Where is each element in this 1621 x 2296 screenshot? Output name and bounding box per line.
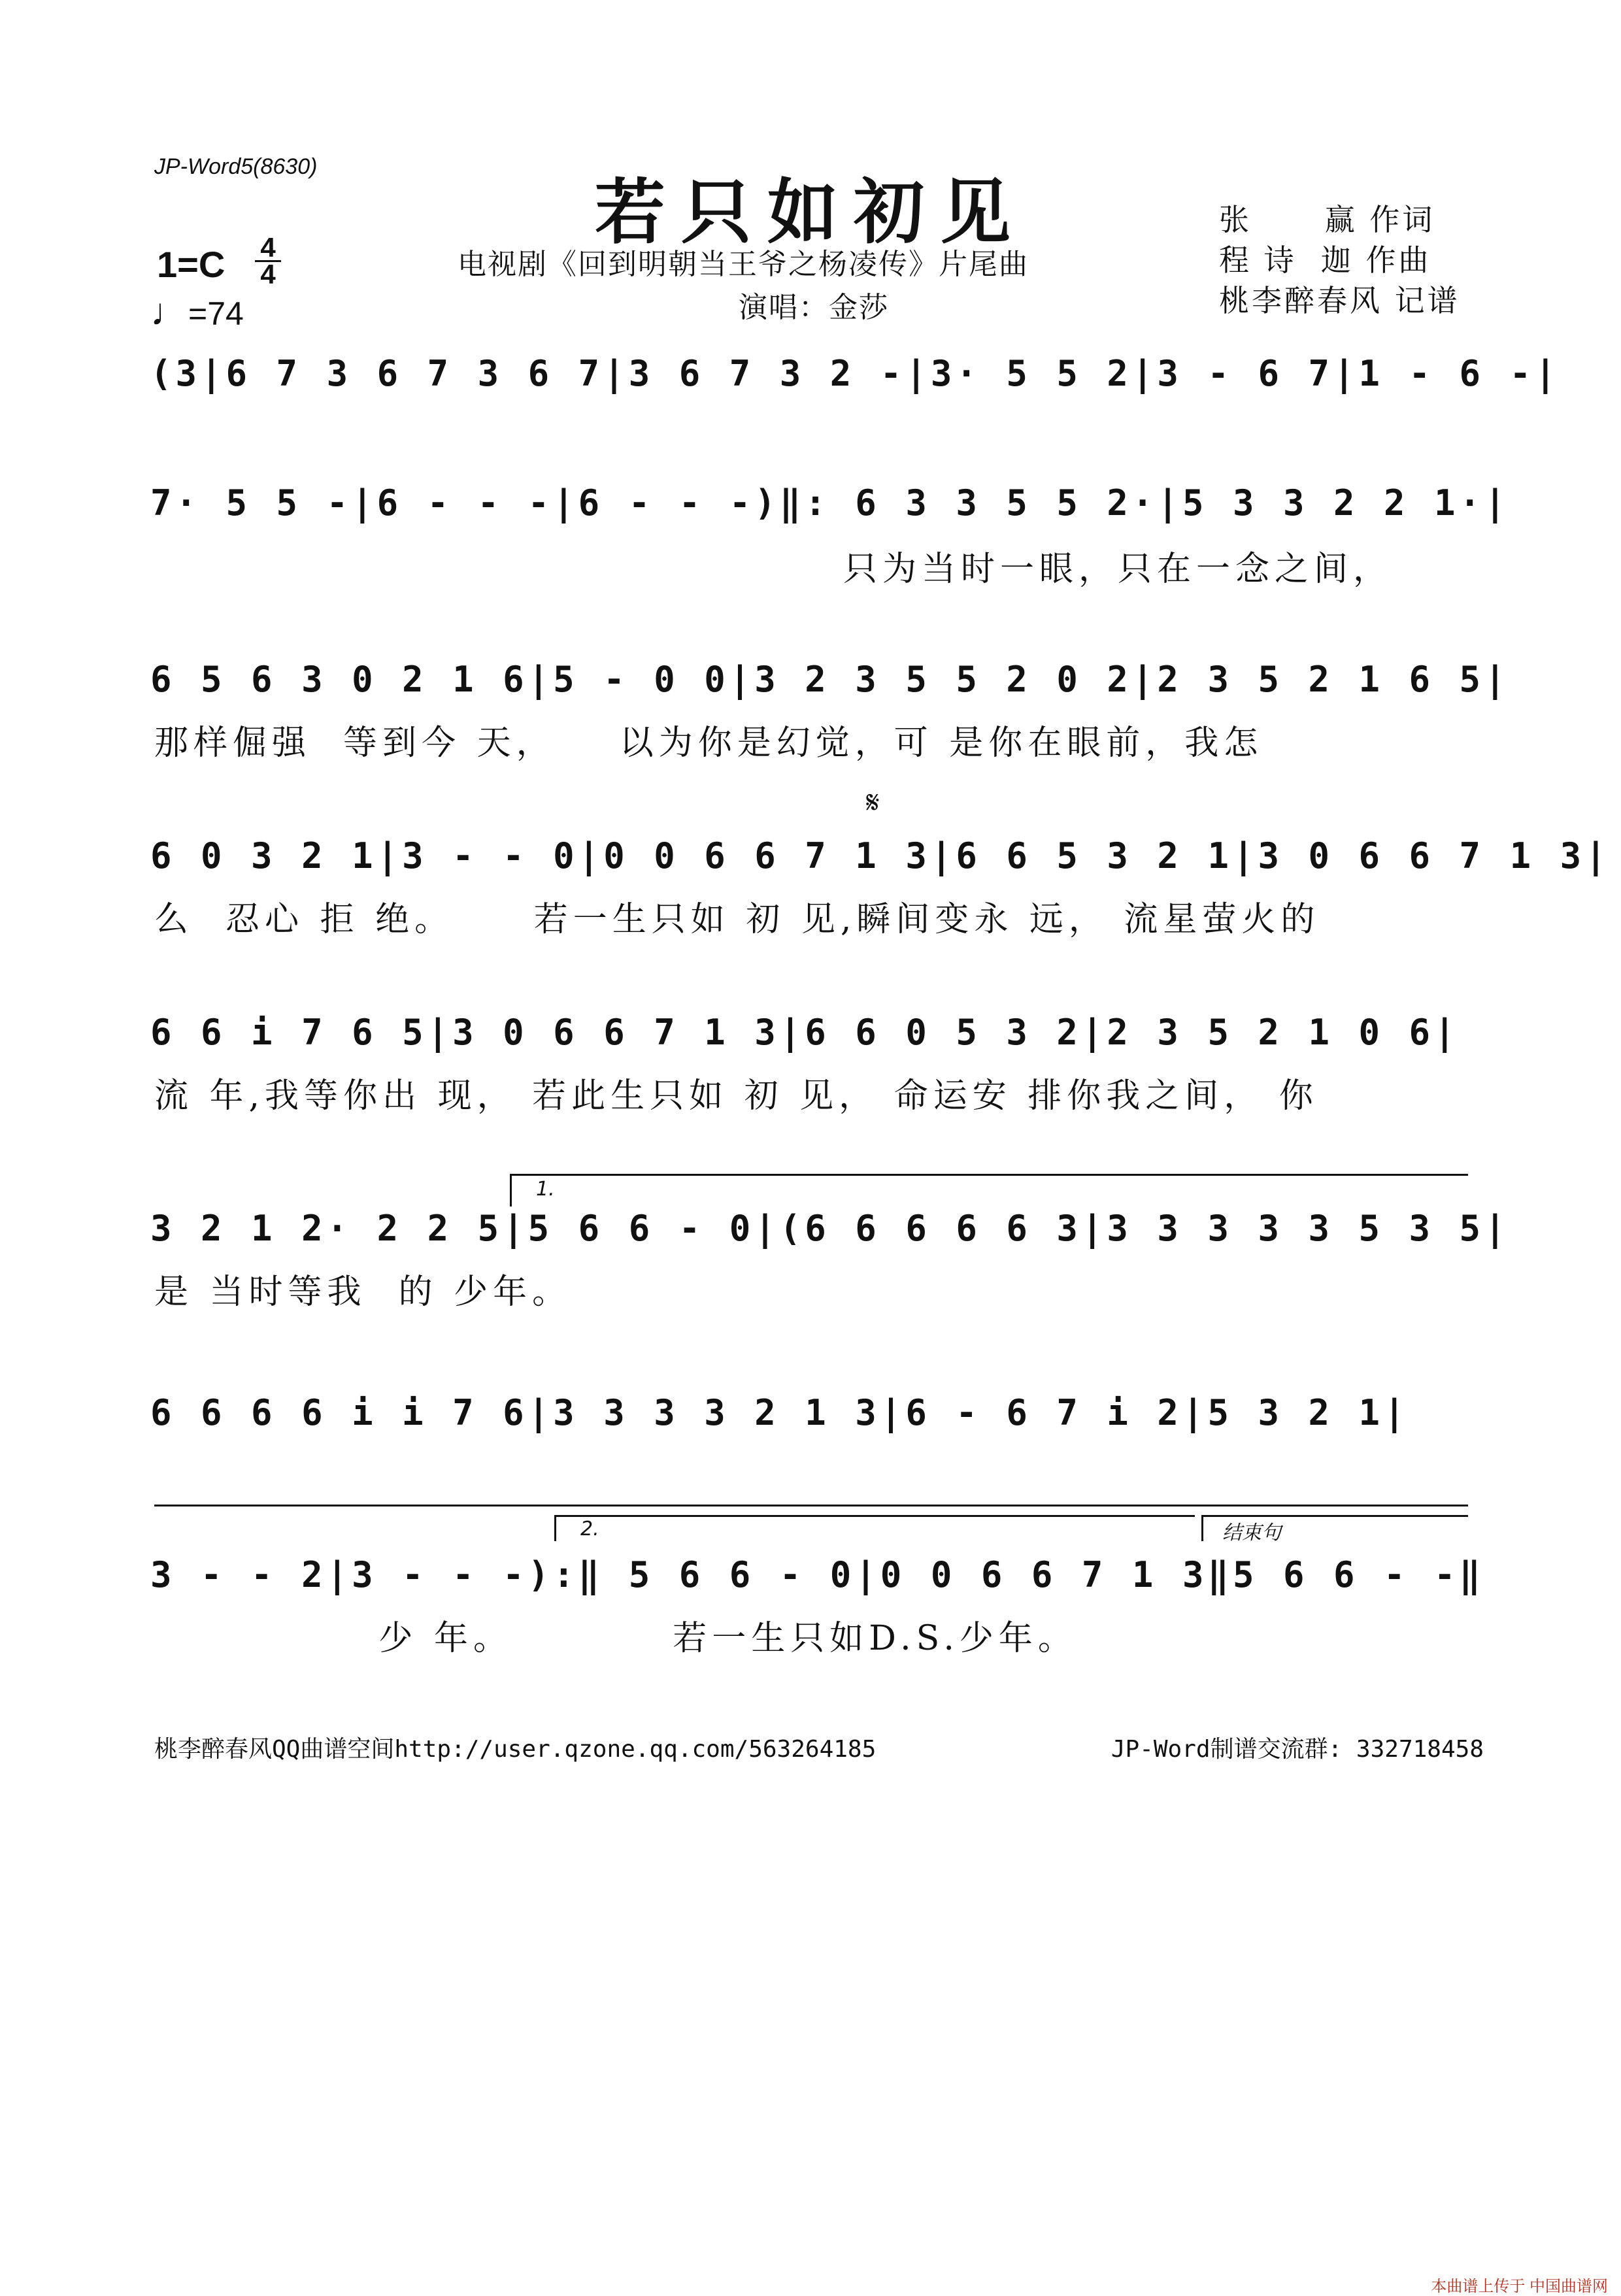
coda-label: 结束句 bbox=[1222, 1522, 1281, 1544]
first-ending-bracket bbox=[510, 1174, 1468, 1176]
lyric-line: 是 当时等我 的 少年。 bbox=[154, 1273, 572, 1312]
first-ending-bracket-edge bbox=[510, 1174, 512, 1206]
notation-line: 7· 5 5 -|6 - - -|6 - - -)‖: 6 3 3 5 5 2·|5 3 3 2 2 1·| bbox=[150, 482, 1510, 524]
top-rule bbox=[154, 1505, 1468, 1506]
notation-line: 6 6 i 7 6 5|3 0 6 6 7 1 3|6 6 0 5 3 2|2 3 5 2 1 0 6| bbox=[150, 1012, 1460, 1053]
time-signature-bottom: 4 bbox=[260, 259, 276, 290]
lyric-line: 那样倔强 等到今 天， 以为你是幻觉，可 是你在眼前，我怎 bbox=[154, 724, 1263, 763]
notation-line: 3 - - 2|3 - - -):‖ 5 6 6 - 0|0 0 6 6 7 1 3‖5 6 6 - -‖ bbox=[150, 1554, 1485, 1595]
software-watermark: JP-Word5(8630) bbox=[154, 154, 318, 179]
song-subtitle: 电视剧《回到明朝当王爷之杨凌传》片尾曲 bbox=[458, 248, 1029, 281]
lyricist-credit: 张 赢 作词 bbox=[1219, 202, 1435, 237]
quarter-note-icon: ♩ bbox=[150, 291, 188, 333]
lyric-line: 流 年,我等你出 现， 若此生只如 初 见， 命运安 排你我之间， 你 bbox=[154, 1076, 1318, 1116]
lyric-line: 少 年。 若一生只如D.S.少年。 bbox=[154, 1619, 1077, 1658]
lyric-line: 么 忍心 拒 绝。 若一生只如 初 见,瞬间变永 远， 流星萤火的 bbox=[154, 900, 1320, 939]
second-ending-label: 2. bbox=[580, 1518, 599, 1540]
segno-sign: 𝄋 bbox=[866, 784, 880, 821]
tempo-value: =74 bbox=[188, 295, 244, 332]
site-corner-logo: 本曲谱上传于 中国曲谱网 bbox=[1431, 2278, 1608, 2295]
key-signature: 1=C bbox=[157, 244, 226, 285]
notation-line: 3 2 1 2· 2 2 5|5 6 6 - 0|(6 6 6 6 6 3|3 3 3 3 3 5 3 5| bbox=[150, 1208, 1510, 1249]
composer-credit: 程 诗 迦 作曲 bbox=[1219, 242, 1431, 278]
time-signature-top: 4 bbox=[260, 232, 276, 263]
time-signature bbox=[255, 232, 281, 290]
coda-bracket-edge bbox=[1201, 1515, 1203, 1541]
footer-group-info: JP-Word制谱交流群: 332718458 bbox=[1111, 1736, 1484, 1763]
notation-line: 6 6 6 6 i i 7 6|3 3 3 3 2 1 3|6 - 6 7 i 2|5 3 2 1| bbox=[150, 1392, 1409, 1433]
notation-line: (3|6 7 3 6 7 3 6 7|3 6 7 3 2 -|3· 5 5 2|3 - 6 7|1 - 6 -| bbox=[150, 353, 1560, 394]
tempo-marking bbox=[150, 290, 244, 334]
first-ending-label: 1. bbox=[536, 1178, 555, 1201]
notation-line: 6 5 6 3 0 2 1 6|5 - 0 0|3 2 3 5 5 2 0 2|2 3 5 2 1 6 5| bbox=[150, 659, 1510, 700]
transcriber-credit: 桃李醉春风 记谱 bbox=[1219, 283, 1460, 318]
singer-credit: 演唱：金莎 bbox=[739, 291, 889, 324]
lyric-line: 只为当时一眼，只在一念之间， bbox=[843, 550, 1393, 589]
second-ending-bracket-edge bbox=[554, 1515, 556, 1541]
notation-line: 6 0 3 2 1|3 - - 0|0 0 6 6 7 1 3|6 6 5 3 2 1|3 0 6 6 7 1 3| bbox=[150, 835, 1611, 876]
second-ending-bracket bbox=[554, 1515, 1195, 1517]
song-title: 若只如初见 bbox=[594, 171, 1026, 254]
footer-qzone-link[interactable]: 桃李醉春风QQ曲谱空间http://user.qzone.qq.com/563264185 bbox=[154, 1736, 877, 1763]
